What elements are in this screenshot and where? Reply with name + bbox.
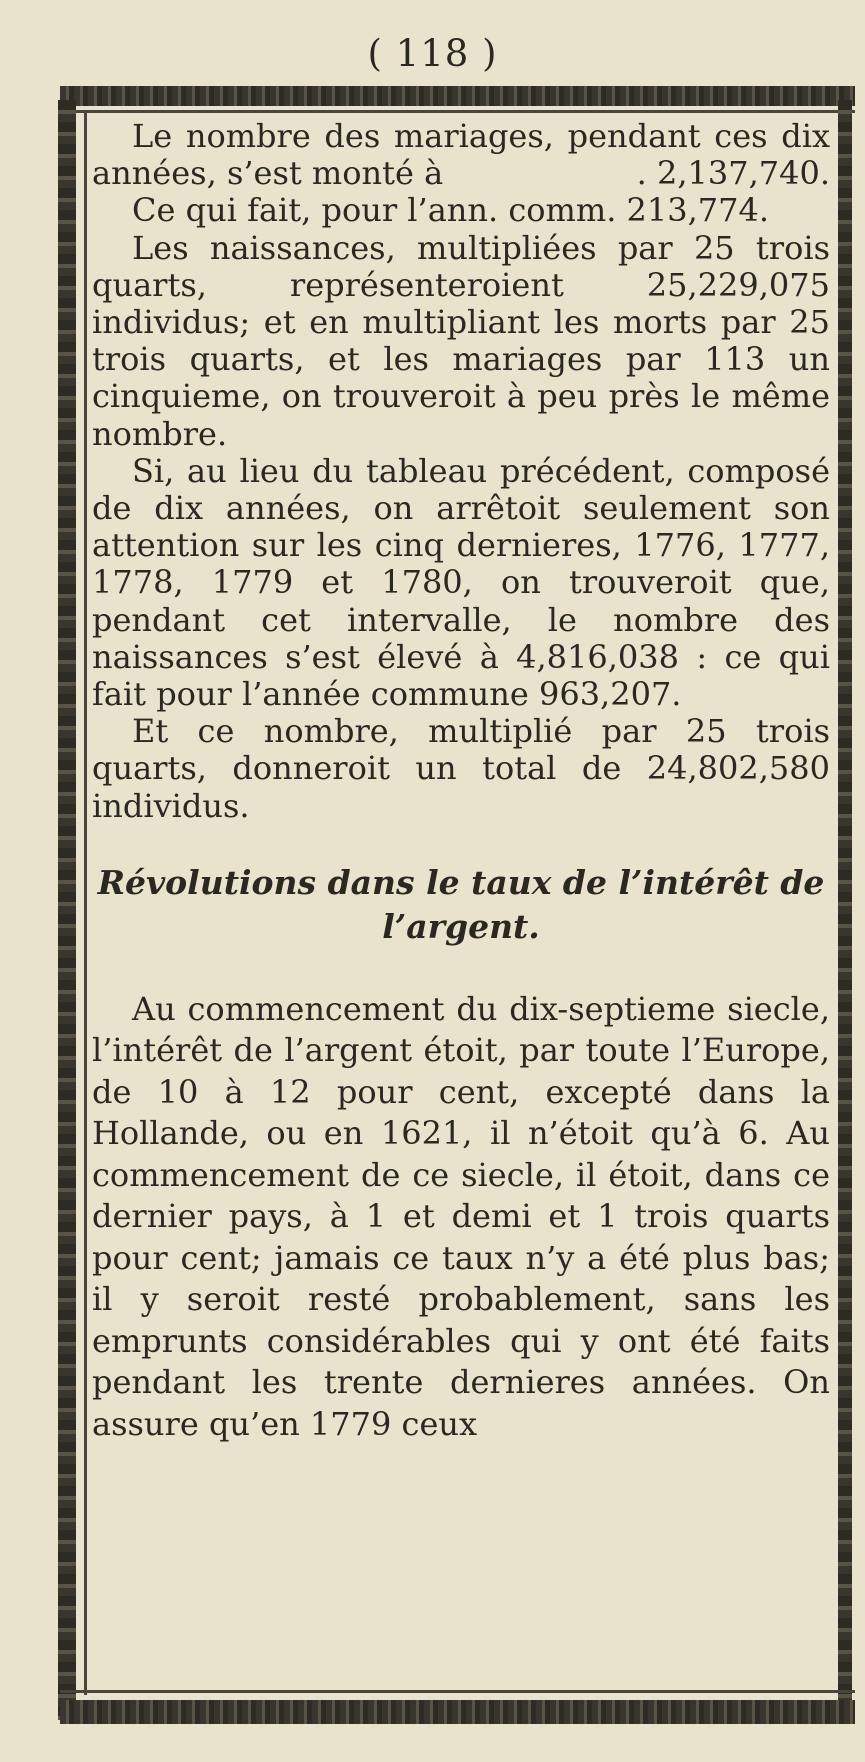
paragraph-total: Et ce nombre, multiplié par 25 trois quarts, donneroit un total de 24,802,580 individus.	[92, 712, 830, 825]
paragraph-text: Ce qui fait, pour l’ann. comm.	[132, 191, 617, 230]
paragraph-marriages	[92, 118, 830, 192]
paragraph-births: Les naissances, multipliées par 25 trois quarts, représenteroient 25,229,075 individus; et en multipliant les morts par 25 trois quarts, et les mariages par 113 un cinquieme, on trouveroit à peu près le même nombre.	[92, 228, 830, 453]
page-number: ( 118 )	[367, 32, 498, 75]
top-thin-rule	[60, 110, 855, 113]
bottom-ornamental-rule	[60, 1700, 855, 1724]
top-ornamental-rule	[60, 86, 855, 106]
left-thin-rule	[84, 110, 87, 1695]
section-heading: Révolutions dans le taux de l’intérêt de l’argent.	[97, 862, 825, 946]
page-text	[92, 118, 830, 1445]
left-ornamental-border	[58, 100, 76, 1720]
bottom-thin-rule	[60, 1690, 855, 1693]
paragraph-text: Le nombre des mariages, pendant ces dix années, s’est monté à	[92, 117, 830, 193]
paragraph-five-years: Si, au lieu du tableau précédent, composé de dix années, on arrêtoit seulement son attention sur les cinq dernieres, 1776, 1777, 1778, 1779 et 1780, on trouveroit que, pendant cet intervalle, le nombre des naissances s’est élevé à 4,816,038 : ce qui fait pour l’année commune 963,207.	[92, 451, 830, 714]
paragraph-value: . 2,137,740.	[636, 154, 830, 193]
right-ornamental-border	[838, 100, 852, 1720]
section-body: Au commencement du dix-septieme siecle, l’intérêt de l’argent étoit, par toute l’Europe, de 10 à 12 pour cent, excepté dans la Hollande, ou en 1621, il n’étoit qu’à 6. Au commencement de ce siecle, il étoit, dans ce dernier pays, à 1 et demi et 1 trois quarts pour cent; jamais ce taux n’y a été plus bas; il y seroit resté probablement, sans les emprunts considérables qui y ont été faits pendant les trente dernieres années. On assure qu’en 1779 ceux	[92, 989, 830, 1443]
paragraph-annual	[92, 192, 830, 229]
paragraph-value: 213,774.	[626, 191, 770, 230]
